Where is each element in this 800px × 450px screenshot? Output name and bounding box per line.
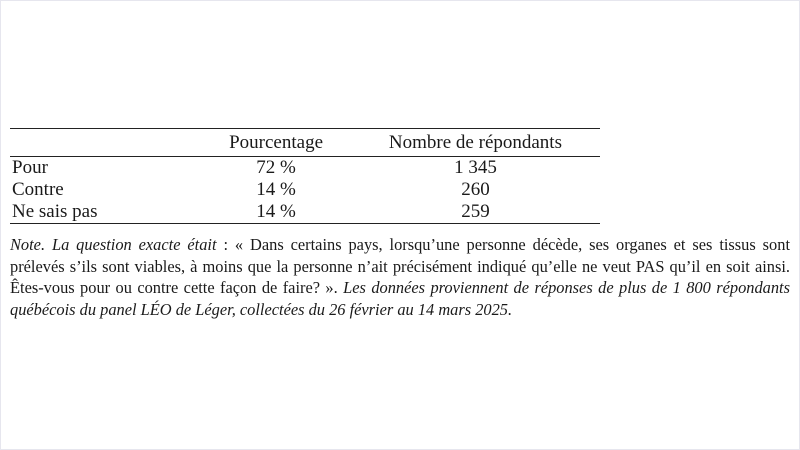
table-row (10, 157, 600, 180)
note-source: Les données proviennent de réponses de plus de 1 800 répondants québécois du panel LÉO de Léger, collectées du 26 février au 14 mars 2025. (10, 278, 790, 319)
results-table (10, 128, 600, 224)
table-note (10, 234, 790, 320)
row-label: Pour (12, 157, 48, 178)
row-count: 1 345 (454, 157, 497, 178)
row-percentage: 14 % (256, 201, 296, 222)
note-colon: : (216, 235, 235, 254)
header-percentage: Pourcentage (229, 132, 324, 153)
header-respondent-count: Nombre de répondants (388, 132, 562, 153)
table-header (10, 129, 600, 157)
row-count: 259 (461, 201, 490, 222)
row-label: Ne sais pas (12, 201, 98, 222)
header-row (10, 129, 600, 157)
note-question: « Dans certains pays, lorsqu’une personne décède, ses organes et ses tissus sont prélevés s’ils sont viables, à moins que la personne n’ait précisément indiqué qu’elle ne veut PAS qu’il en soit ainsi. Êtes-vous pour ou contre cette façon de faire? ». (10, 235, 790, 297)
header-label-column (10, 129, 201, 157)
row-percentage: 72 % (256, 157, 296, 178)
table-row (10, 201, 600, 224)
table-row (10, 179, 600, 201)
row-percentage: 14 % (256, 179, 296, 200)
table-body (10, 157, 600, 224)
row-label: Contre (12, 179, 64, 200)
note-lead: Note. La question exacte était (10, 235, 217, 254)
row-count: 260 (461, 179, 490, 200)
